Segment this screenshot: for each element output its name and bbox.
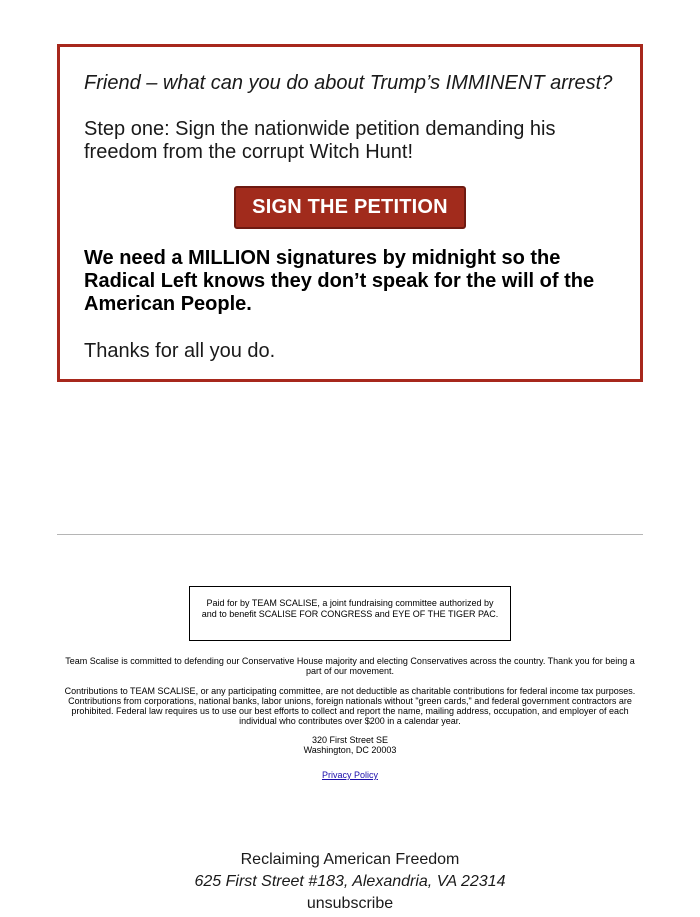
contributions-text: Contributions to TEAM SCALISE, or any participating committee, are not deductible as charitable contributions for federal income tax purposes. Contributions from corporations, national banks, labor unions, foreign nationals without "green cards," and federal government contractors are prohibited. Federal law requires us to use our best efforts to collect and report the name, mailing address, occupation, and employer of each individual who contributes over $200 in a calendar year. xyxy=(64,686,636,726)
address-line-2: Washington, DC 20003 xyxy=(303,745,397,755)
address-line-1: 320 First Street SE xyxy=(311,735,389,745)
footer-street-address: 625 First Street #183, Alexandria, VA 22314 xyxy=(194,873,506,890)
step-one-text: Step one: Sign the nationwide petition demanding his freedom from the corrupt Witch Hunt! xyxy=(84,118,556,163)
footer-org-name: Reclaiming American Freedom xyxy=(240,851,460,868)
commitment-text: Team Scalise is committed to defending our Conservative House majority and electing Conservatives across the country. Thank you for being a part of our movement. xyxy=(65,656,635,676)
cta-container xyxy=(84,186,616,230)
thanks-text: Thanks for all you do. xyxy=(84,340,276,362)
privacy-row xyxy=(57,770,643,780)
urgent-message: We need a MILLION signatures by midnight so the Radical Left knows they don’t speak for the will of the American People. xyxy=(84,247,595,315)
unsubscribe-link[interactable]: unsubscribe xyxy=(306,895,394,912)
paid-for-text: Paid for by TEAM SCALISE, a joint fundraising committee authorized by and to benefit SCALISE FOR CONGRESS and EYE OF THE TIGER PAC. xyxy=(201,598,499,619)
intro-text: Friend – what can you do about Trump’s IMMINENT arrest? xyxy=(84,72,613,94)
unsubscribe-row xyxy=(0,893,700,915)
privacy-policy-link[interactable]: Privacy Policy xyxy=(321,770,378,780)
paid-for-disclaimer-box xyxy=(189,586,511,641)
footer-divider xyxy=(57,534,643,535)
petition-message-box xyxy=(57,44,643,382)
sign-petition-button[interactable]: SIGN THE PETITION xyxy=(234,186,466,229)
committee-address xyxy=(57,735,643,755)
